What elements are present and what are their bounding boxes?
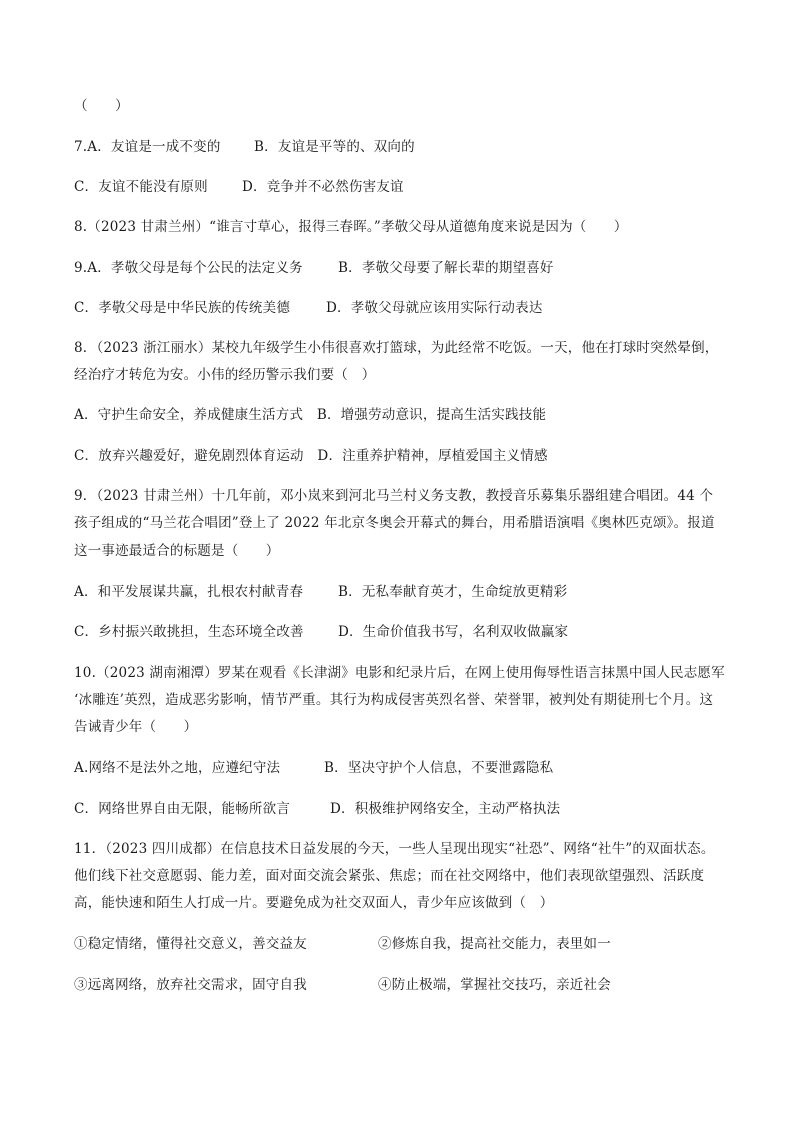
q9-option-row-1: [74, 582, 568, 602]
q7-option-d: D．竞争并不必然伤害友谊: [242, 179, 404, 195]
q8a-option-b: B．孝敬父母要了解长辈的期望喜好: [338, 260, 554, 276]
q10-option-row-1: [74, 758, 554, 778]
q11-stem-line-1: 11．（2023 四川成都）在信息技术日益发展的今天，一些人呈现出现实“社恐”、网络“社牛”的双面状态。: [74, 841, 715, 857]
q11-option-3: ③远离网络，放弃社交需求，固守自我: [74, 977, 307, 993]
q8a-option-row-1: [74, 258, 554, 278]
q9-stem-line-1: 9．（2023 甘肃兰州）十几年前，邓小岚来到河北马兰村义务支教，教授音乐募集乐器组建合唱团。44 个: [74, 488, 714, 504]
q8b-options-ab: A．守护生命安全，养成健康生活方式 B．增强劳动意识，提高生活实践技能: [74, 407, 547, 423]
q8a-option-d: D．孝敬父母就应该用实际行动表达: [326, 300, 543, 316]
q9-stem-line-3: 这一事迹最适合的标题是（ ）: [74, 543, 280, 559]
q9-option-b: B．无私奉献育英才，生命绽放更精彩: [338, 584, 568, 600]
q8a-stem: 8.（2023 甘肃兰州）“谁言寸草心，报得三春晖。”孝敬父母从道德角度来说是因为（ ）: [74, 219, 628, 235]
q11-stem-line-3: 高，能快速和陌生人打成一片。要避免成为社交双面人，青少年应该做到（ ）: [74, 895, 554, 911]
q10-option-b: B．坚决守护个人信息，不要泄露隐私: [324, 760, 554, 776]
q10-option-a: A.网络不是法外之地，应遵纪守法: [74, 760, 281, 776]
q8b-options-cd: C．放弃兴趣爱好，避免剧烈体育运动 D．注重养护精神，厚植爱国主义情感: [74, 448, 548, 464]
q10-stem-line-1: 10.（2023 湖南湘潭）罗某在观看《长津湖》电影和纪录片后，在网上使用侮辱性语言抹黑中国人民志愿军: [74, 665, 725, 681]
q7-option-row-2: [74, 177, 404, 197]
q11-option-row-2: [74, 975, 611, 995]
q11-option-2: ②修炼自我，提高社交能力，表里如一: [378, 936, 611, 952]
q9-stem-line-2: 孩子组成的“马兰花合唱团”登上了 2022 年北京冬奥会开幕式的舞台，用希腊语演唱《奥林匹克颂》。报道: [74, 515, 715, 531]
q9-option-row-2: [74, 622, 569, 642]
q8a-option-a: 9.A．孝敬父母是每个公民的法定义务: [74, 260, 303, 276]
q8b-stem-line-1: 8．（2023 浙江丽水）某校九年级学生小伟很喜欢打篮球，为此经常不吃饭。一天，他在打球时突然晕倒，: [74, 340, 719, 356]
q11-stem-line-2: 他们线下社交意愿弱、能力差，面对面交流会紧张、焦虑；而在社交网络中，他们表现欲望强烈、活跃度: [74, 868, 705, 884]
q7-option-c: C．友谊不能没有原则: [74, 179, 208, 195]
q10-stem-line-3: 告诫青少年（ ）: [74, 719, 198, 735]
q9-option-a: A．和平发展谋共赢，扎根农村献青春: [74, 584, 304, 600]
q11-option-4: ④防止极端，掌握社交技巧，亲近社会: [378, 977, 611, 993]
q11-option-1: ①稳定情绪，懂得社交意义，善交益友: [74, 936, 307, 952]
q9-option-d: D．生命价值我书写，名利双收做赢家: [338, 624, 569, 640]
q8a-option-row-2: [74, 298, 543, 318]
q10-option-d: D．积极维护网络安全，主动严格执法: [330, 801, 561, 817]
q10-option-row-2: [74, 799, 561, 819]
q10-stem-line-2: ‘冰雕连’英烈，造成恶劣影响，情节严重。其行为构成侵害英烈名誉、荣誉罪，被判处有期徒刑七个月。这: [74, 692, 714, 708]
q7-option-a: 7.A．友谊是一成不变的: [74, 139, 221, 155]
q7-option-row-1: [74, 137, 415, 157]
q11-option-row-1: [74, 934, 611, 954]
q8a-option-c: C．孝敬父母是中华民族的传统美德: [74, 300, 291, 316]
q10-option-c: C．网络世界自由无限，能畅所欲言: [74, 801, 291, 817]
q9-option-c: C．乡村振兴敢挑担，生态环境全改善: [74, 624, 304, 640]
q8b-stem-line-2: 经治疗才转危为安。小伟的经历警示我们要（ ）: [74, 367, 376, 383]
q7-option-b: B．友谊是平等的、双向的: [254, 139, 415, 155]
answer-blank: （ ）: [74, 98, 129, 114]
